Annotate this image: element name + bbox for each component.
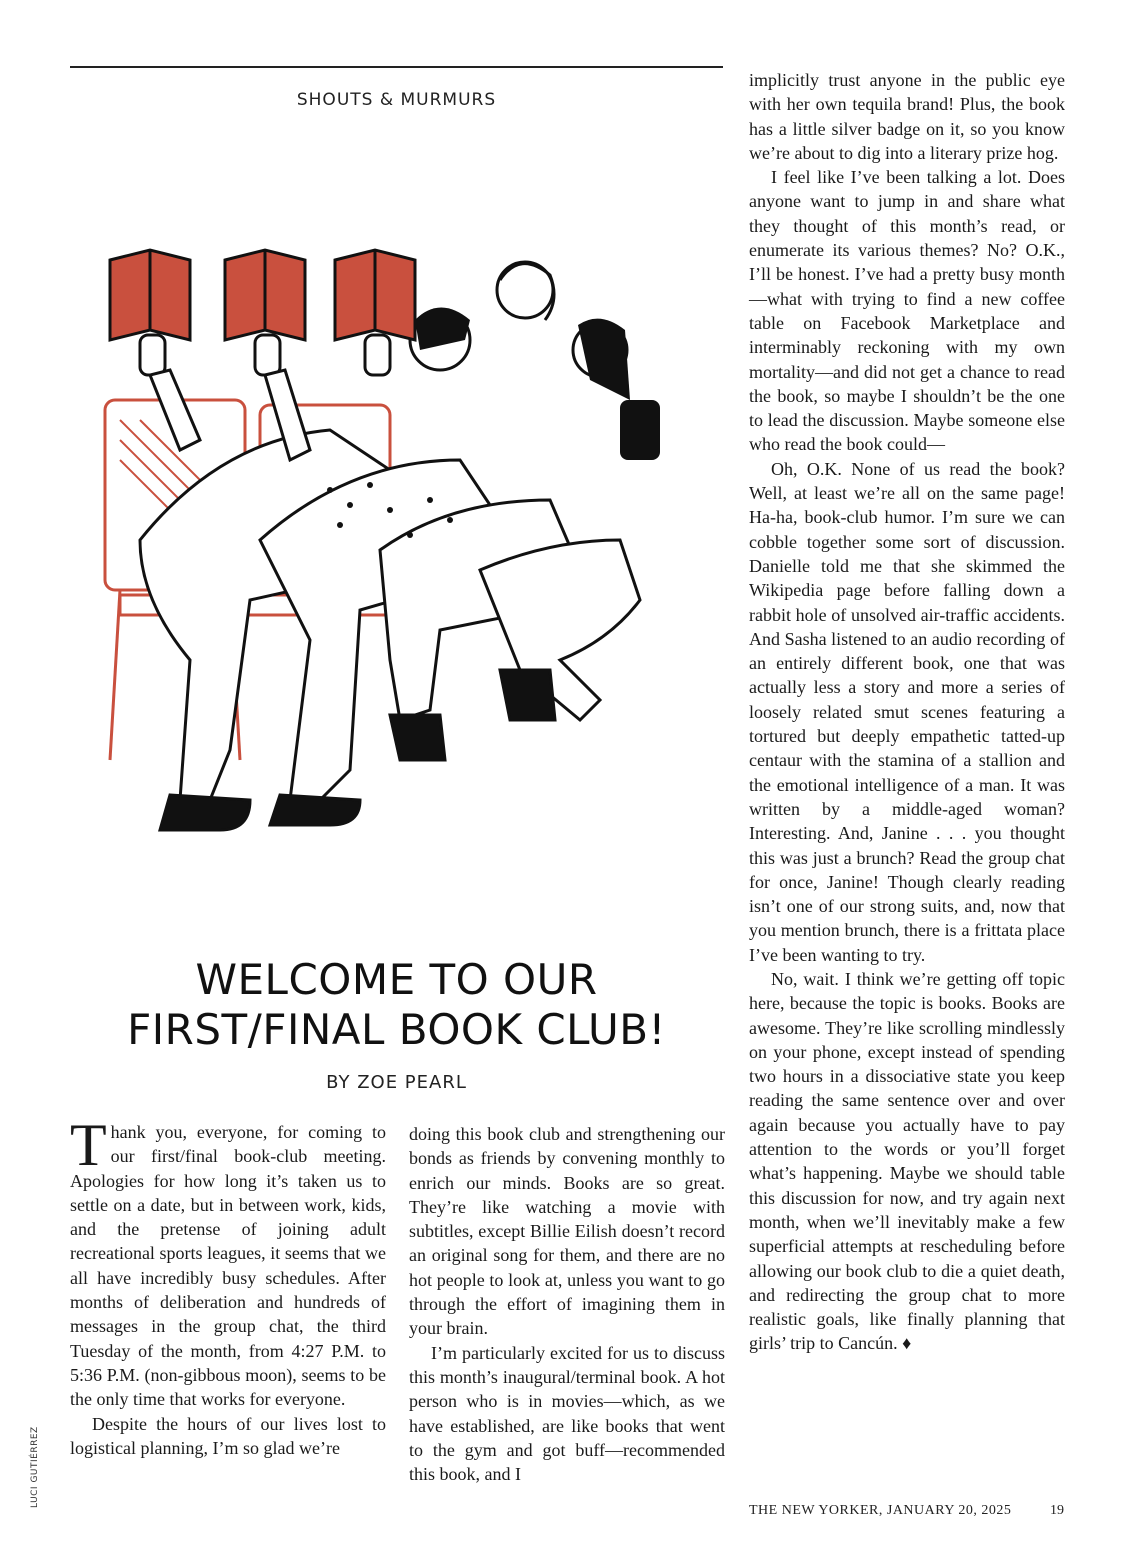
credit-text: LUCI GUTIÉRREZ	[30, 1426, 40, 1508]
page-number: 19	[1050, 1503, 1064, 1518]
article-headline	[70, 955, 723, 1055]
paragraph: No, wait. I think we’re getting off topic here, because the topic is books. Books are awesome. They’re like scrolling mindlessly on your phone, except instead of spending two hours in a dissociative state you keep reading the same sentence over and over again because you actually have to pay attention to the words or you’ll forget what’s happening. Maybe we should table this discussion for now, and try again next month, when we’ll inevitably make a few superficial attempts at rescheduling before allowing our book club to die a quiet death, and redirecting the group chat to more realistic goals, like finally planning that girls’ trip to Cancún. ♦	[749, 968, 1065, 1354]
paragraph: hank you, everyone, for coming to our first/final book-club meeting. Apologies for how long it’s taken us to settle on a date, but in between work, kids, and the pretense of joining adult recreational sports leagues, it seems that we all have incredibly busy schedules. After months of deliberation and hundreds of messages in the group chat, the third Tuesday of the month, from 4:27 P.M. to 5:36 P.M. (non-gibbous moon), seems to be the only time that works for everyone.	[70, 1122, 386, 1410]
drop-cap: T	[70, 1112, 107, 1178]
top-rule	[70, 66, 723, 68]
book-club-illustration	[100, 240, 700, 880]
paragraph: Despite the hours of our lives lost to logistical planning, I’m so glad we’re	[70, 1413, 386, 1458]
paragraph: I’m particularly excited for us to discuss this month’s inaugural/terminal book. A hot person who is in movies—which, as we have established, are like books that went to the gym and got buff—recommended this book, and I	[409, 1342, 725, 1485]
headline-line-1: WELCOME TO OUR	[195, 955, 598, 1004]
article-column-3	[749, 68, 1065, 1356]
article-column-2	[409, 1122, 725, 1486]
paragraph: implicitly trust anyone in the public eye with her own tequila brand! Plus, the book has a little silver badge on it, so you know we’re about to dig into a literary prize hog.	[749, 70, 1065, 163]
headline-line-2: FIRST/FINAL BOOK CLUB!	[127, 1005, 666, 1054]
illustration-credit	[28, 1390, 46, 1510]
byline: BY ZOE PEARL	[326, 1072, 467, 1093]
section-rubric: SHOUTS & MURMURS	[296, 90, 497, 110]
article-column-1	[70, 1112, 386, 1460]
footer-publication: THE NEW YORKER, JANUARY 20, 2025	[749, 1503, 1012, 1518]
paragraph: Oh, O.K. None of us read the book? Well, at least we’re all on the same page! Ha-ha, book-club humor. I’m sure we can cobble together some sort of discussion. Danielle told me that she skimmed the Wikipedia page before falling down a rabbit hole of unsolved air-traffic accidents. And Sasha listened to an audio recording of an entirely different book, one that was actually less a story and more a series of loosely related smut scenes featuring a tortured but deeply empathetic tatted-up centaur with the stamina of a stallion and the emotional intelligence of a man. It was written by a middle-aged woman? Interesting. And, Janine . . . you thought this was just a brunch? Read the group chat for once, Janine! Though clearly reading isn’t one of our strong suits, and, now that you mention brunch, there is a frittata place I’ve been wanting to try.	[749, 458, 1065, 965]
paragraph: I feel like I’ve been talking a lot. Does anyone want to jump in and share what they thought of this month’s read, or enumerate its various themes? No? O.K., I’ll be honest. I’ve had a pretty busy month—what with trying to find a new coffee table on Facebook Marketplace and interminably reckoning with my own mortality—and did not get a chance to read the book, so maybe I shouldn’t be the one to lead the discussion. Maybe someone else who read the book could—	[749, 167, 1065, 455]
paragraph: doing this book club and strengthening our bonds as friends by convening monthly to enrich our minds. Books are so great. They’re like watching a movie with subtitles, except Billie Eilish doesn’t record an original song for them, and there are no hot people to look at, unless you want to go through the effort of imagining them in your brain.	[409, 1124, 725, 1339]
book-icon	[110, 250, 415, 340]
phone-icon	[620, 400, 660, 460]
